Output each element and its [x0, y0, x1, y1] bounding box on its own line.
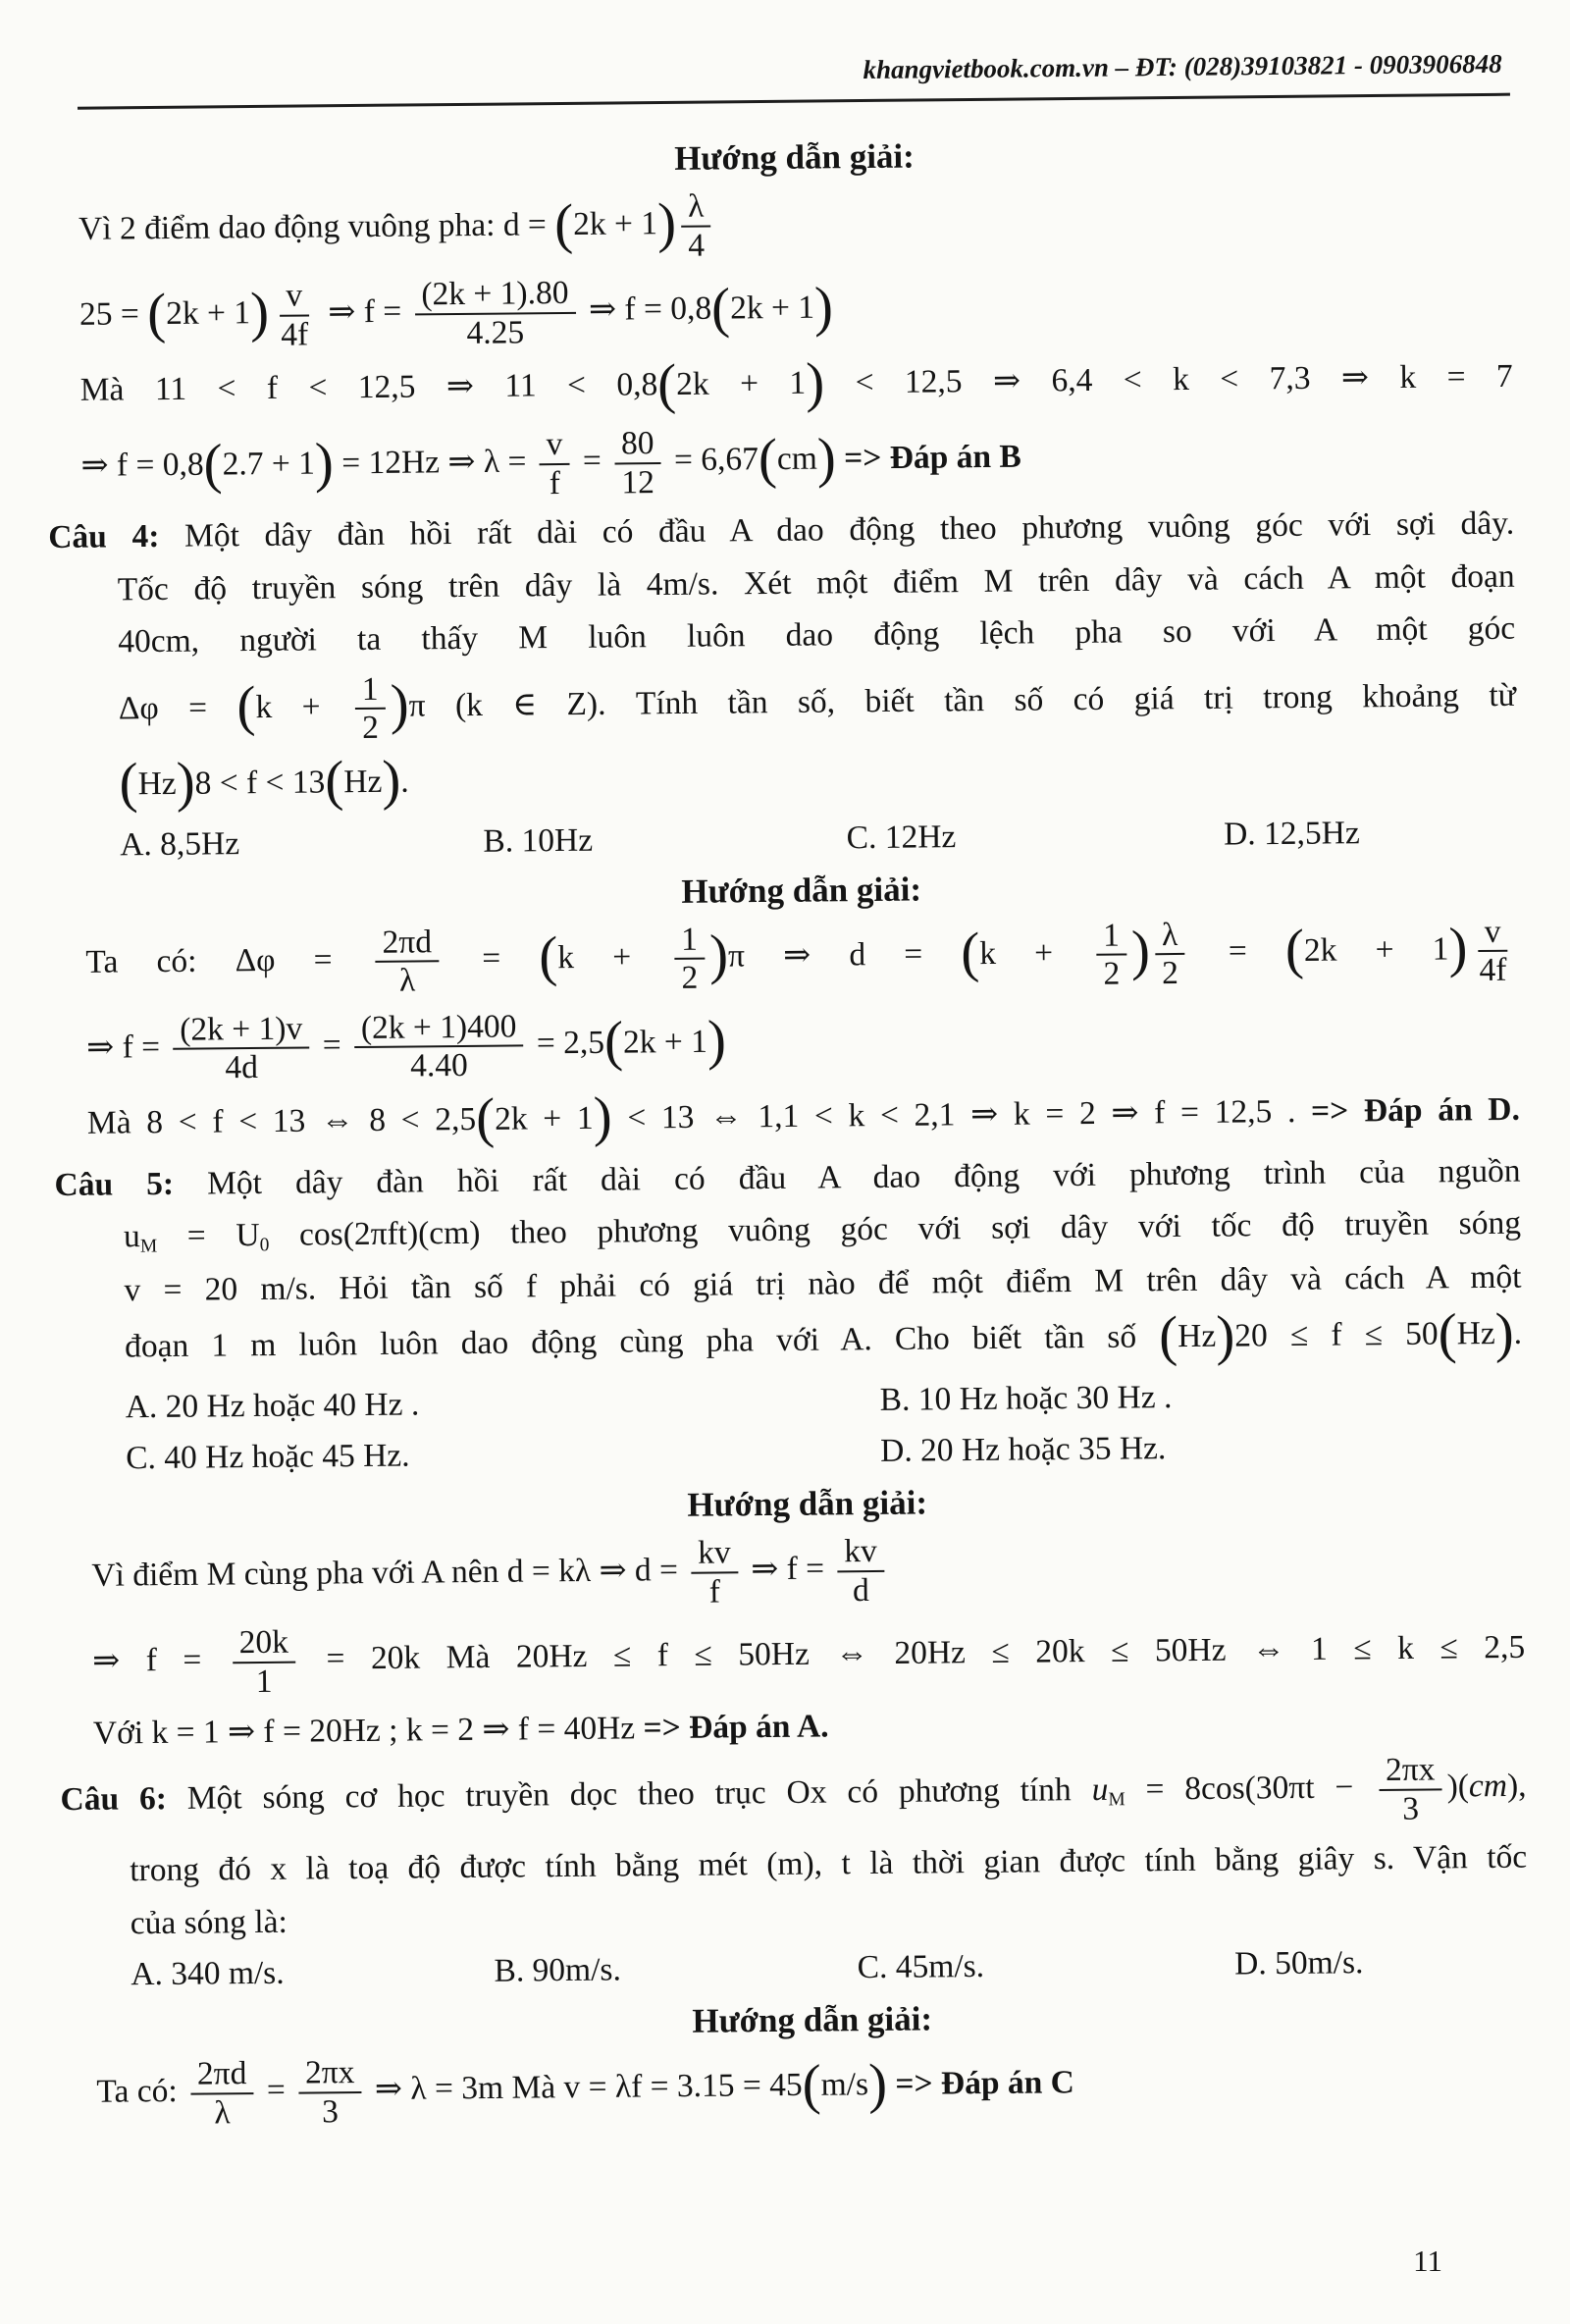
- big-paren: ): [1130, 920, 1151, 982]
- fraction: [539, 426, 569, 502]
- fraction-numerator: v: [279, 277, 309, 316]
- text-run: Mà 8 < f < 13 ⇔ 8 < 2,5: [86, 1100, 477, 1141]
- fraction-numerator: 1: [355, 670, 386, 710]
- text-run: π (k ∈ Z). Tính tần số, biết tần số có giá trị trong khoảng từ: [408, 676, 1517, 724]
- big-paren: (: [1438, 1302, 1457, 1365]
- fraction-denominator: 3: [322, 2092, 340, 2131]
- text-run: Hz: [1456, 1315, 1495, 1352]
- big-paren: (: [710, 277, 731, 340]
- fraction-numerator: v: [1478, 913, 1508, 952]
- big-paren: (: [539, 925, 558, 988]
- content-line: [80, 351, 1513, 421]
- answer-option: D. 12,5Hz: [1223, 814, 1360, 853]
- big-paren: (: [325, 750, 344, 813]
- fraction-denominator: 4f: [1479, 951, 1507, 989]
- fraction: [354, 1008, 524, 1085]
- big-paren: (: [146, 282, 167, 344]
- big-paren: ): [1448, 917, 1468, 979]
- text-run: =: [314, 1026, 350, 1064]
- fraction-numerator: v: [539, 426, 569, 465]
- text-run: 2k + 1: [622, 1023, 708, 1061]
- fraction: [232, 1624, 295, 1701]
- fraction-numerator: (2k + 1)v: [173, 1010, 309, 1050]
- big-paren: (: [475, 1087, 496, 1150]
- text-run: Mà 11 < f < 12,5 ⇒ 11 < 0,8: [79, 366, 658, 408]
- fraction-denominator: f: [708, 1573, 721, 1611]
- text-run: )(: [1446, 1768, 1470, 1805]
- solution-heading: Hướng dẫn giải:: [681, 870, 922, 911]
- text-run: 2k + 1: [676, 364, 807, 403]
- fraction: [1096, 917, 1126, 992]
- fraction-numerator: 1: [1096, 917, 1126, 956]
- answer-option: D. 50m/s.: [1233, 1944, 1364, 1982]
- fraction: [274, 277, 316, 352]
- big-paren: ): [816, 427, 837, 490]
- answer-option: B. 90m/s.: [494, 1951, 622, 1989]
- content-line: [124, 1301, 1523, 1378]
- fraction: [1155, 917, 1185, 992]
- content-line: [80, 417, 1514, 506]
- options-row: [120, 813, 1517, 864]
- text-run: = 8cos(30πt −: [1125, 1769, 1375, 1808]
- content-line: [60, 1751, 1527, 1840]
- fraction-numerator: kv: [691, 1535, 738, 1574]
- text-run: ⇒ f =: [319, 292, 410, 331]
- text-run: cm: [776, 440, 818, 478]
- fraction-numerator: 20k: [232, 1624, 295, 1664]
- fraction-numerator: kv: [837, 1533, 884, 1572]
- text-run: 8 < f < 13: [194, 764, 326, 802]
- big-paren: ): [1215, 1304, 1235, 1367]
- big-paren: ): [708, 924, 729, 986]
- text-run: = U: [156, 1217, 260, 1255]
- text-run: Với k = 1 ⇒ f = 20Hz ; k = 2 ⇒ f = 40Hz: [92, 1709, 644, 1752]
- fraction-numerator: λ: [1155, 917, 1185, 956]
- text-run: < 13 ⇔ 1,1 < k < 2,1 ⇒ k = 2 ⇒ f = 12,5 .: [611, 1092, 1312, 1136]
- fraction-denominator: 4d: [225, 1049, 259, 1086]
- subscript: M: [1108, 1789, 1125, 1811]
- text-run: ),: [1506, 1767, 1527, 1805]
- text-run: ⇒ λ = 3m Mà v = λf = 3.15 = 45: [366, 2067, 803, 2108]
- solution-heading: Hướng dẫn giải:: [687, 1483, 928, 1525]
- big-paren: (: [236, 675, 256, 738]
- text-run: ⇒ f = 0,8: [580, 290, 712, 329]
- text-run: 25 =: [78, 295, 148, 333]
- content-line: [92, 1612, 1526, 1702]
- big-paren: (: [758, 427, 778, 490]
- fraction-numerator: 2πx: [298, 2054, 362, 2093]
- fraction: [173, 1010, 310, 1086]
- content-line: [118, 555, 1515, 610]
- text-run: =: [443, 939, 540, 977]
- content-line: [131, 1888, 1528, 1944]
- big-paren: (: [119, 752, 138, 815]
- text-run: Hz: [343, 763, 383, 801]
- content-line: [91, 1527, 1525, 1616]
- text-run: k +: [255, 687, 351, 725]
- big-paren: ): [813, 276, 834, 339]
- content-line: [93, 1698, 1526, 1755]
- text-run: 2k + 1: [165, 294, 251, 333]
- fraction-denominator: 2: [361, 709, 380, 747]
- text-run: Một dây đàn hồi rất dài có đầu A dao động theo phương vuông góc với sợi dây.: [159, 504, 1515, 555]
- question-label: Câu 4:: [48, 517, 160, 556]
- answer-emphasis: => Đáp án C: [895, 2064, 1075, 2103]
- text-run: Hz: [137, 765, 177, 803]
- fraction-denominator: 4.40: [410, 1047, 469, 1084]
- text-run: Một dây đàn hồi rất dài có đầu A dao động với phương trình của nguồn: [173, 1152, 1521, 1202]
- text-run: k +: [979, 933, 1092, 972]
- fraction: [1379, 1751, 1442, 1827]
- subscript: 0: [259, 1235, 270, 1256]
- answer-option: D. 20 Hz hoặc 35 Hz.: [879, 1430, 1167, 1470]
- big-paren: (: [553, 192, 574, 255]
- text-run: v = 20 m/s. Hỏi tần số f phải có giá trị nào để một điểm M trên dây và cách A một: [124, 1258, 1522, 1309]
- content-line: [85, 913, 1519, 1002]
- text-run: [836, 440, 845, 476]
- text-run: ⇒ f =: [86, 1028, 169, 1066]
- text-run: < 12,5 ⇒ 6,4 < k < 7,3 ⇒ k = 7: [824, 357, 1513, 401]
- fraction: [614, 425, 661, 501]
- question-label: Câu 6:: [60, 1780, 168, 1819]
- fraction-denominator: 2: [1162, 955, 1179, 992]
- text-run: Một sóng cơ học truyền dọc theo trục Ox có phương tính: [166, 1771, 1092, 1818]
- text-run: ⇒ f =: [92, 1641, 229, 1680]
- text-run: =: [258, 2072, 294, 2109]
- fraction-numerator: 2πx: [1379, 1751, 1442, 1790]
- big-paren: (: [656, 352, 677, 415]
- big-paren: ): [1494, 1301, 1514, 1365]
- page-number: 11: [1413, 2244, 1442, 2278]
- content-line: [130, 1836, 1527, 1892]
- fraction-numerator: λ: [681, 188, 711, 228]
- big-paren: ): [249, 281, 270, 343]
- fraction-denominator: 4.25: [466, 313, 525, 351]
- text-run: Vì điểm M cùng pha với A nên d = kλ ⇒ d =: [91, 1552, 687, 1595]
- fraction-denominator: 12: [621, 463, 655, 501]
- big-paren: (: [203, 433, 223, 496]
- text-run: m/s: [820, 2066, 869, 2103]
- content-line: [54, 1149, 1520, 1206]
- big-paren: ): [805, 351, 825, 414]
- content-line: [48, 502, 1514, 559]
- options-row: [131, 1943, 1528, 1994]
- text-run: = 2,5: [528, 1024, 605, 1062]
- content-line: [78, 181, 1512, 270]
- big-paren: ): [706, 1009, 727, 1073]
- text-run: đoạn 1 m luôn luôn dao động cùng pha với A. Cho biết tần số: [124, 1318, 1160, 1365]
- text-run: k +: [557, 937, 670, 976]
- question-label: Câu 5:: [54, 1165, 175, 1203]
- text-run: u: [123, 1218, 140, 1255]
- content-line: [79, 266, 1513, 355]
- big-paren: (: [961, 922, 980, 984]
- fraction-numerator: 80: [614, 425, 661, 464]
- fraction-denominator: λ: [214, 2093, 231, 2132]
- solution-heading: Hướng dẫn giải:: [674, 136, 916, 178]
- big-paren: (: [1284, 919, 1305, 981]
- fraction: [1472, 913, 1514, 988]
- content-line: [119, 745, 1516, 815]
- fraction-numerator: (2k + 1)400: [354, 1008, 524, 1048]
- fraction: [375, 924, 439, 1000]
- fraction: [355, 670, 386, 746]
- fraction-denominator: 4f: [281, 315, 309, 353]
- fraction-denominator: 4: [688, 227, 706, 264]
- content-line: [87, 1083, 1520, 1153]
- content-line: [119, 660, 1517, 749]
- fraction: [837, 1533, 884, 1609]
- text-run: Ta có:: [96, 2073, 186, 2110]
- fraction: [691, 1535, 738, 1611]
- text-run: Δφ =: [118, 689, 237, 727]
- fraction-denominator: 3: [1402, 1790, 1420, 1827]
- text-run: cos(2πft)(cm) theo phương vuông góc với sợi dây với tốc độ truyền sóng: [269, 1204, 1522, 1254]
- fraction-denominator: λ: [398, 962, 416, 999]
- text-run: Ta có: Δφ =: [85, 940, 371, 980]
- big-paren: (: [802, 2053, 821, 2116]
- big-paren: (: [1158, 1305, 1178, 1368]
- text-run: ⇒ f = 0,8: [80, 446, 204, 484]
- answer-option: A. 20 Hz hoặc 40 Hz .: [125, 1386, 420, 1426]
- text-run: =: [1189, 931, 1286, 970]
- fraction-denominator: 2: [1103, 955, 1121, 992]
- text-run: .: [400, 763, 409, 800]
- fraction: [298, 2054, 362, 2131]
- answer-option: B. 10Hz: [483, 821, 594, 860]
- text-run: 2k + 1: [494, 1099, 594, 1137]
- text-run: của sóng là:: [130, 1903, 288, 1941]
- answer-emphasis: => Đáp án A.: [643, 1707, 829, 1746]
- text-run: Tốc độ truyền sóng trên dây là 4m/s. Xét một điểm M trên dây và cách A một đoạn: [117, 557, 1515, 607]
- fraction-denominator: f: [549, 464, 561, 502]
- fraction: [414, 275, 576, 352]
- text-run: ⇒ f =: [742, 1551, 833, 1588]
- italic-text: cm: [1468, 1768, 1508, 1805]
- text-run: Hz: [1178, 1318, 1217, 1355]
- big-paren: ): [176, 752, 195, 815]
- text-run: 2k + 1: [729, 289, 815, 327]
- big-paren: ): [382, 750, 401, 813]
- content-line: [96, 2043, 1530, 2133]
- fraction-numerator: 2πd: [190, 2055, 254, 2094]
- answer-option: C. 40 Hz hoặc 45 Hz.: [126, 1437, 410, 1477]
- text-run: 40cm, người ta thấy M luôn luôn dao động lệch pha so với A một góc: [118, 609, 1516, 660]
- content-line: [118, 607, 1515, 663]
- fraction-numerator: 2πd: [375, 924, 439, 963]
- content-line: [86, 998, 1520, 1087]
- page-header: khangvietbook.com.vn – ĐT: (028)39103821 - 0903906848: [78, 49, 1510, 110]
- big-paren: ): [593, 1085, 612, 1149]
- big-paren: ): [314, 431, 335, 495]
- subscript: M: [139, 1236, 158, 1257]
- answer-option: C. 12Hz: [846, 818, 957, 856]
- text-run: Vì 2 điểm dao động vuông pha: d =: [78, 206, 555, 247]
- text-run: = 20k Mà 20Hz ≤ f ≤ 50Hz ⇔ 20Hz ≤ 20k ≤ 50Hz ⇔ 1 ≤ k ≤ 2,5: [299, 1629, 1526, 1678]
- fraction-denominator: d: [852, 1571, 869, 1610]
- text-run: 2.7 + 1: [222, 445, 316, 483]
- fraction-denominator: 1: [255, 1663, 273, 1701]
- fraction-numerator: (2k + 1).80: [414, 275, 575, 315]
- fraction: [674, 921, 705, 996]
- fraction-numerator: 1: [674, 921, 705, 960]
- text-run: π ⇒ d =: [727, 934, 962, 975]
- fraction: [681, 188, 711, 264]
- big-paren: (: [603, 1010, 624, 1074]
- text-run: = 12Hz ⇒ λ =: [333, 443, 535, 482]
- answer-option: C. 45m/s.: [857, 1948, 985, 1986]
- solution-heading: Hướng dẫn giải:: [692, 1999, 933, 2040]
- answer-option: A. 8,5Hz: [120, 824, 240, 863]
- answer-emphasis: => Đáp án B: [844, 438, 1021, 477]
- options-row: [126, 1376, 1524, 1478]
- text-run: =: [574, 442, 610, 480]
- text-run: 20 ≤ f ≤ 50: [1234, 1316, 1439, 1355]
- content-line: [124, 1256, 1521, 1312]
- page-content: [48, 96, 1530, 2133]
- answer-emphasis: => Đáp án D.: [1310, 1090, 1521, 1130]
- big-paren: ): [656, 191, 677, 254]
- text-run: trong đó x là toạ độ được tính bằng mét (m), t là thời gian được tính bằng giây s. Vận tốc: [130, 1838, 1528, 1889]
- italic-text: u: [1091, 1770, 1109, 1809]
- text-run: = 6,67: [665, 441, 759, 479]
- answer-option: A. 340 m/s.: [131, 1954, 285, 1993]
- fraction-denominator: 2: [681, 959, 699, 997]
- text-run: 2k + 1: [573, 205, 658, 243]
- big-paren: ): [867, 2052, 888, 2115]
- answer-option: B. 10 Hz hoặc 30 Hz .: [879, 1379, 1173, 1419]
- big-paren: ): [390, 673, 409, 737]
- content-line: [124, 1202, 1521, 1259]
- text-run: .: [1513, 1315, 1523, 1352]
- fraction: [190, 2055, 254, 2132]
- text-run: 2k + 1: [1303, 930, 1449, 969]
